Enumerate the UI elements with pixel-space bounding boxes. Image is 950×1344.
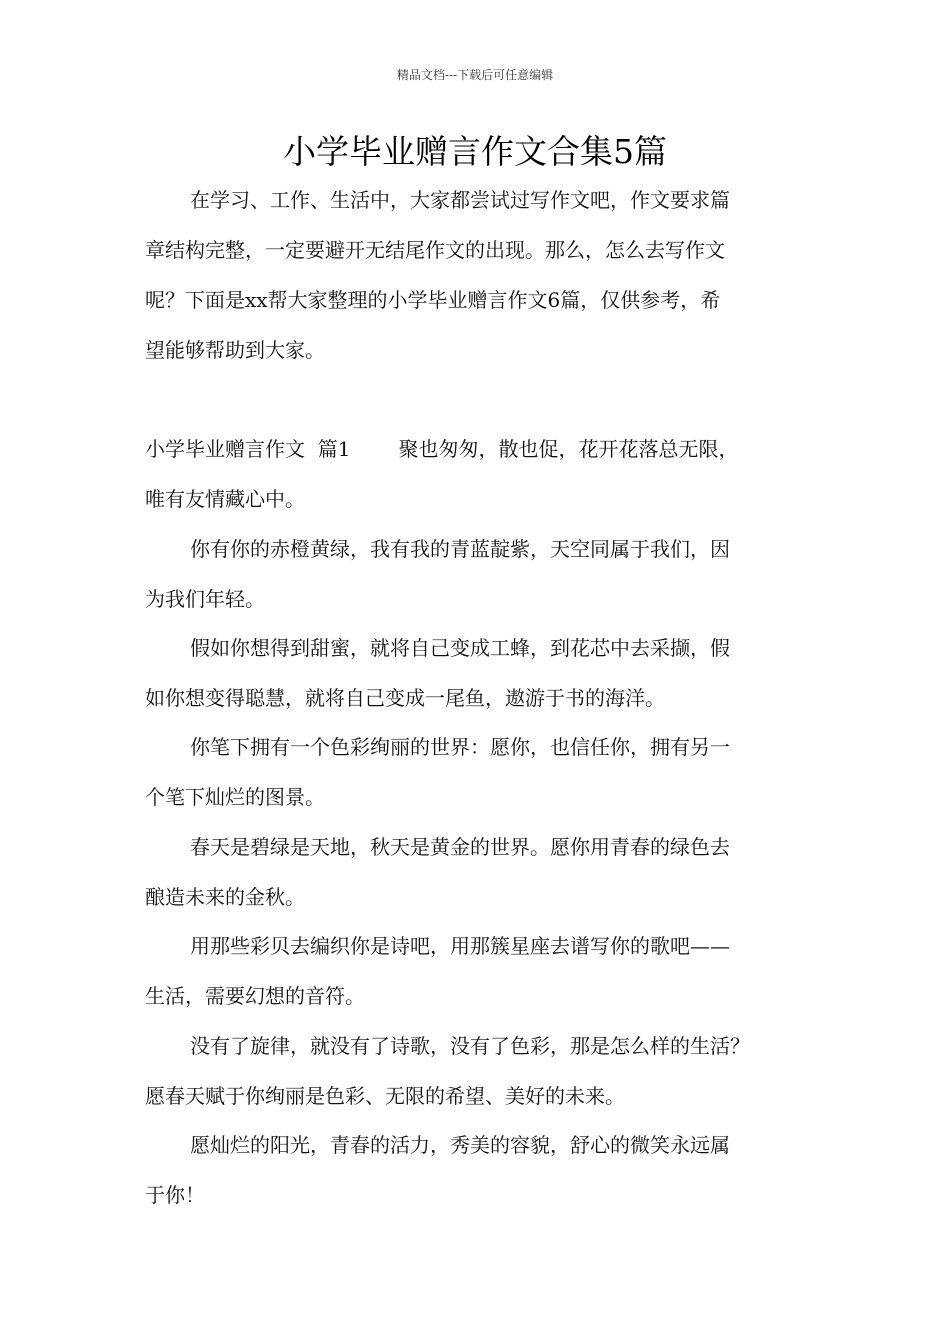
- section-1-first-line: [145, 424, 807, 474]
- paragraph-line: 假如你想得到甜蜜，就将自己变成工蜂，到花芯中去采撷，假: [190, 636, 730, 660]
- document-title: 小学毕业赠言作文合集5篇: [283, 132, 667, 171]
- paragraph-line: 你有你的赤橙黄绿，我有我的青蓝靛紫，天空同属于我们，因: [190, 537, 730, 561]
- intro-line: 在学习、工作、生活中，大家都尝试过写作文吧，作文要求篇: [190, 188, 730, 212]
- intro-line: 章结构完整，一定要避开无结尾作文的出现。那么，怎么去写作文: [145, 238, 725, 262]
- section-1-first-line-text: 聚也匆匆，散也促，花开花落总无限，: [398, 437, 739, 461]
- paragraph-line: 你笔下拥有一个色彩绚丽的世界：愿你，也信任你，拥有另一: [190, 735, 730, 759]
- section-heading: 小学毕业赠言作文 篇1: [145, 437, 351, 461]
- page-header: 精品文档---下载后可任意编辑: [396, 68, 554, 82]
- paragraph-line: 个笔下灿烂的图景。: [145, 785, 325, 809]
- paragraph: [145, 822, 807, 922]
- paragraph: [145, 1120, 807, 1220]
- paragraph-line: 为我们年轻。: [145, 587, 265, 611]
- paragraph: [145, 722, 807, 822]
- paragraph: [145, 524, 807, 624]
- intro-line: 呢？下面是xx帮大家整理的小学毕业赠言作文6篇，仅供参考，希: [145, 288, 721, 312]
- paragraph: [145, 623, 807, 723]
- paragraph-line: 用那些彩贝去编织你是诗吧，用那簇星座去谱写你的歌吧——: [190, 934, 730, 958]
- paragraph: [145, 1021, 807, 1121]
- paragraph: [145, 921, 807, 1021]
- paragraph-line: 愿灿烂的阳光，青春的活力，秀美的容貌，舒心的微笑永远属: [190, 1133, 730, 1157]
- intro-line: 望能够帮助到大家。: [145, 338, 325, 362]
- paragraph-line: 于你！: [145, 1183, 205, 1207]
- intro-paragraph: [145, 175, 807, 375]
- paragraph-line: 酿造未来的金秋。: [145, 885, 305, 909]
- section-1-second-line: 唯有友情藏心中。: [145, 487, 305, 511]
- paragraph-line: 愿春天赋于你绚丽是色彩、无限的希望、美好的未来。: [145, 1084, 625, 1108]
- paragraph-line: 如你想变得聪慧，就将自己变成一尾鱼，遨游于书的海洋。: [145, 686, 665, 710]
- section-1-opening: [145, 424, 807, 524]
- paragraph-line: 春天是碧绿是天地，秋天是黄金的世界。愿你用青春的绿色去: [190, 835, 730, 859]
- paragraph-line: 生活，需要幻想的音符。: [145, 984, 365, 1008]
- paragraph-line: 没有了旋律，就没有了诗歌，没有了色彩，那是怎么样的生活？: [190, 1034, 750, 1058]
